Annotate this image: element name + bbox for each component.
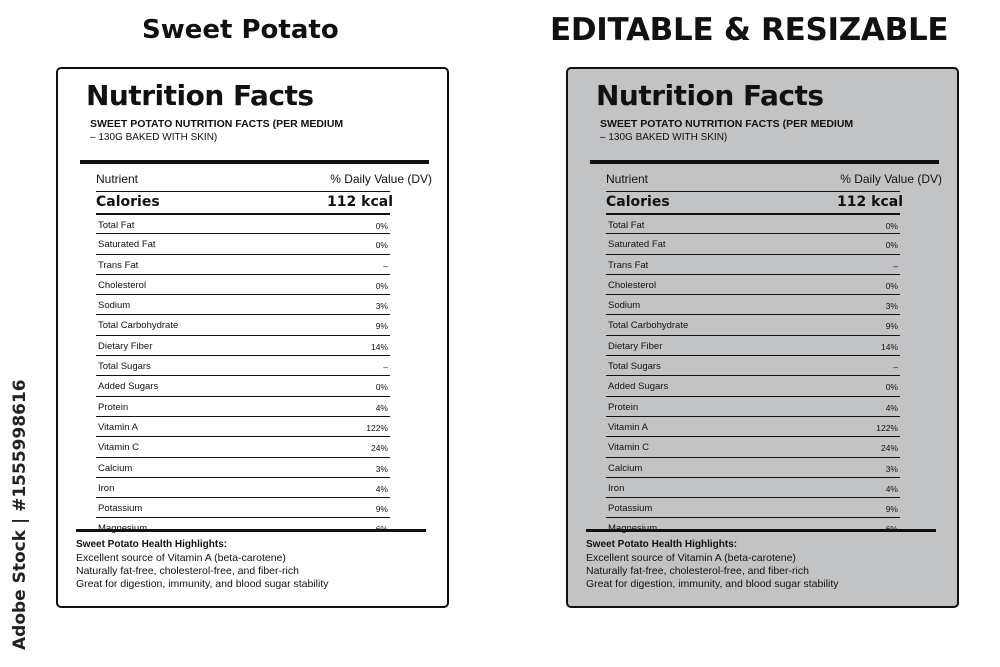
highlight-item: Great for digestion, immunity, and blood sugar stability bbox=[76, 578, 329, 590]
nutrient-dv: 0% bbox=[375, 280, 388, 291]
nutrient-name: Trans Fat bbox=[98, 259, 139, 271]
nutrient-name: Vitamin A bbox=[608, 421, 648, 433]
table-row bbox=[96, 497, 390, 517]
table-row bbox=[96, 375, 390, 395]
nutrient-name: Added Sugars bbox=[98, 381, 159, 393]
nutrient-dv: 0% bbox=[885, 280, 898, 291]
nutrient-name: Total Sugars bbox=[608, 361, 661, 373]
nutrient-name: Vitamin A bbox=[98, 421, 138, 433]
nutrient-dv: 3% bbox=[885, 463, 898, 474]
label-title: Nutrition Facts bbox=[596, 79, 824, 112]
table-row bbox=[96, 294, 390, 314]
table-row bbox=[606, 396, 900, 416]
table-row bbox=[96, 517, 390, 537]
highlights-title: Sweet Potato Health Highlights: bbox=[76, 539, 228, 550]
label-title: Nutrition Facts bbox=[86, 79, 314, 112]
nutrient-rows bbox=[606, 213, 900, 538]
nutrient-name: Iron bbox=[98, 482, 115, 494]
nutrient-dv: 0% bbox=[885, 382, 898, 393]
calories-row bbox=[96, 194, 393, 210]
nutrient-rows bbox=[96, 213, 390, 538]
table-row bbox=[606, 274, 900, 294]
nutrient-name: Cholesterol bbox=[608, 279, 657, 291]
stock-credit bbox=[8, 379, 34, 652]
nutrient-dv: 14% bbox=[370, 341, 388, 352]
nutrient-dv: 9% bbox=[375, 321, 388, 332]
nutrient-name: Dietary Fiber bbox=[98, 340, 153, 352]
table-row bbox=[96, 355, 390, 375]
nutrient-name: Total Carbohydrate bbox=[98, 320, 179, 332]
table-row bbox=[606, 477, 900, 497]
table-row bbox=[96, 274, 390, 294]
label-subtitle-line2: – 130G BAKED WITH SKIN) bbox=[600, 132, 728, 143]
calories-label: Calories bbox=[606, 194, 670, 210]
label-subtitle-line1: SWEET POTATO NUTRITION FACTS (PER MEDIUM bbox=[600, 118, 854, 130]
nutrient-name: Potassium bbox=[98, 503, 143, 515]
nutrient-name: Saturated Fat bbox=[98, 239, 156, 251]
table-row bbox=[96, 254, 390, 274]
nutrient-name: Added Sugars bbox=[608, 381, 669, 393]
thick-divider bbox=[586, 529, 936, 532]
stock-credit-text: Adobe Stock | #1555998616 bbox=[10, 379, 30, 650]
table-row bbox=[606, 375, 900, 395]
nutrient-name: Total Carbohydrate bbox=[608, 320, 689, 332]
thick-divider bbox=[76, 529, 426, 532]
table-row bbox=[96, 314, 390, 334]
nutrient-dv: 0% bbox=[375, 382, 388, 393]
dv-column-header: % Daily Value (DV) bbox=[840, 172, 942, 186]
table-row bbox=[96, 335, 390, 355]
table-row bbox=[606, 314, 900, 334]
highlight-item: Great for digestion, immunity, and blood sugar stability bbox=[586, 578, 839, 590]
nutrient-dv: 122% bbox=[876, 422, 898, 433]
table-row bbox=[96, 457, 390, 477]
label-subtitle-line1: SWEET POTATO NUTRITION FACTS (PER MEDIUM bbox=[90, 118, 344, 130]
table-row bbox=[606, 457, 900, 477]
calories-value: 112 kcal bbox=[837, 194, 903, 210]
nutrient-name: Total Fat bbox=[608, 220, 645, 231]
nutrient-dv: – bbox=[383, 260, 388, 271]
table-row bbox=[96, 416, 390, 436]
nutrient-name: Protein bbox=[98, 401, 129, 413]
nutrient-name: Trans Fat bbox=[608, 259, 649, 271]
nutrient-dv: 0% bbox=[885, 221, 898, 231]
table-row bbox=[606, 294, 900, 314]
nutrient-dv: 24% bbox=[370, 443, 388, 454]
nutrient-column-header: Nutrient bbox=[96, 172, 139, 186]
table-row bbox=[606, 355, 900, 375]
nutrient-dv: 3% bbox=[375, 463, 388, 474]
nutrient-dv: 9% bbox=[885, 321, 898, 332]
nutrient-dv: – bbox=[383, 362, 388, 373]
nutrient-column-header: Nutrient bbox=[606, 172, 649, 186]
table-row bbox=[96, 396, 390, 416]
nutrient-name: Dietary Fiber bbox=[608, 340, 663, 352]
nutrient-dv: 9% bbox=[375, 504, 388, 515]
highlight-item: Excellent source of Vitamin A (beta-carotene) bbox=[586, 552, 796, 564]
nutrient-dv: 4% bbox=[375, 483, 388, 494]
table-row bbox=[96, 213, 390, 233]
nutrient-name: Vitamin C bbox=[98, 442, 140, 454]
nutrient-name: Total Fat bbox=[98, 220, 135, 231]
table-row bbox=[606, 213, 900, 233]
nutrient-dv: 0% bbox=[375, 240, 388, 251]
calories-value: 112 kcal bbox=[327, 194, 393, 210]
nutrient-dv: – bbox=[893, 362, 898, 373]
thick-divider bbox=[590, 160, 939, 164]
nutrient-name: Vitamin C bbox=[608, 442, 650, 454]
calories-row bbox=[606, 194, 903, 210]
table-row bbox=[96, 477, 390, 497]
nutrient-dv: 4% bbox=[375, 402, 388, 413]
editable-banner: EDITABLE & RESIZABLE bbox=[550, 12, 949, 48]
nutrient-name: Protein bbox=[608, 401, 639, 413]
nutrient-name: Cholesterol bbox=[98, 279, 147, 291]
nutrient-name: Sodium bbox=[98, 300, 131, 312]
label-subtitle-line2: – 130G BAKED WITH SKIN) bbox=[90, 132, 218, 143]
nutrient-dv: 3% bbox=[885, 301, 898, 312]
nutrient-name: Saturated Fat bbox=[608, 239, 666, 251]
table-header bbox=[606, 172, 942, 186]
product-title: Sweet Potato bbox=[142, 15, 339, 45]
nutrient-name: Potassium bbox=[608, 503, 653, 515]
nutrient-dv: 4% bbox=[885, 483, 898, 494]
nutrient-name: Calcium bbox=[98, 462, 133, 474]
table-row bbox=[606, 497, 900, 517]
table-row bbox=[606, 233, 900, 253]
nutrient-dv: 9% bbox=[885, 504, 898, 515]
nutrient-dv: 3% bbox=[375, 301, 388, 312]
table-row bbox=[606, 335, 900, 355]
nutrition-label-white bbox=[56, 67, 449, 608]
table-header bbox=[96, 172, 432, 186]
table-row bbox=[96, 233, 390, 253]
highlight-item: Naturally fat-free, cholesterol-free, and fiber-rich bbox=[76, 565, 299, 577]
nutrient-dv: 0% bbox=[375, 221, 388, 231]
table-row bbox=[606, 436, 900, 456]
table-row bbox=[606, 416, 900, 436]
nutrient-dv: 122% bbox=[366, 422, 388, 433]
nutrient-dv: 24% bbox=[880, 443, 898, 454]
calories-label: Calories bbox=[96, 194, 160, 210]
header-divider bbox=[606, 191, 900, 192]
header-divider bbox=[96, 191, 390, 192]
dv-column-header: % Daily Value (DV) bbox=[330, 172, 432, 186]
nutrient-dv: 0% bbox=[885, 240, 898, 251]
nutrient-name: Total Sugars bbox=[98, 361, 151, 373]
nutrition-label-grey bbox=[566, 67, 959, 608]
highlight-item: Naturally fat-free, cholesterol-free, and fiber-rich bbox=[586, 565, 809, 577]
nutrient-name: Iron bbox=[608, 482, 625, 494]
highlight-item: Excellent source of Vitamin A (beta-carotene) bbox=[76, 552, 286, 564]
nutrient-dv: – bbox=[893, 260, 898, 271]
highlights-title: Sweet Potato Health Highlights: bbox=[586, 539, 738, 550]
nutrient-dv: 4% bbox=[885, 402, 898, 413]
table-row bbox=[96, 436, 390, 456]
nutrient-name: Calcium bbox=[608, 462, 643, 474]
table-row bbox=[606, 254, 900, 274]
nutrient-dv: 14% bbox=[880, 341, 898, 352]
table-row bbox=[606, 517, 900, 537]
nutrient-name: Sodium bbox=[608, 300, 641, 312]
thick-divider bbox=[80, 160, 429, 164]
